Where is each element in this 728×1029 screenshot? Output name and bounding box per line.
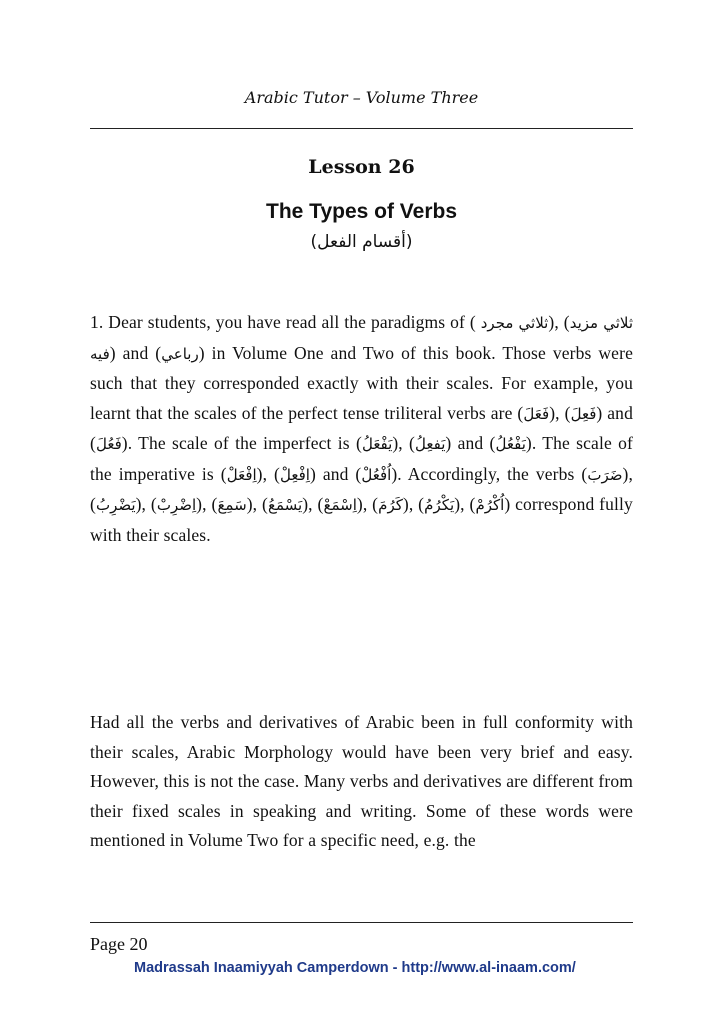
arabic-term: اُكْرُمْ — [475, 496, 505, 514]
text: ) and ( — [445, 433, 496, 453]
text: ), ( — [356, 494, 379, 514]
arabic-term: ثلاثي مزيد فيه — [90, 314, 634, 363]
arabic-term: اُفْعُلْ — [361, 465, 392, 484]
footer-rule — [90, 922, 633, 923]
text: ) correspond fully with their scales. — [90, 494, 633, 545]
section-title: The Types of Verbs — [266, 200, 457, 223]
text: ), ( — [256, 463, 281, 484]
text: ), ( — [196, 494, 218, 514]
arabic-term: ضَرَبَ — [587, 465, 623, 484]
arabic-term: يَفْعَلُ — [361, 435, 393, 453]
text: ) in Volume One and Two of this book. Those verbs were such that they corresponded exactly with their scales. For example, you learnt that the scales of the perfect tense triliteral verbs are ( — [90, 342, 633, 423]
arabic-term: اِفْعِلْ — [280, 465, 310, 484]
lesson-title: Lesson 26 — [308, 156, 415, 178]
text: ) and ( — [309, 463, 362, 484]
text: ), ( — [454, 494, 476, 514]
text: 1. Dear students, you have read all the paradigms of ( — [90, 312, 481, 332]
text: ), ( — [392, 433, 416, 453]
text: ). Accordingly, the verbs ( — [391, 463, 588, 484]
paragraph-2 — [90, 708, 633, 856]
text: ). The scale of the imperative is ( — [90, 433, 633, 484]
arabic-term: اِسْمَعْ — [323, 496, 357, 514]
arabic-term: يَضْرِبُ — [95, 496, 136, 514]
arabic-term: يَفعِلُ — [415, 435, 446, 453]
text: ), ( — [90, 463, 633, 514]
arabic-term: يَفْعُلُ — [495, 435, 526, 453]
paragraph-1 — [90, 308, 633, 550]
text: ), ( — [302, 494, 324, 514]
text: ) and ( — [90, 402, 633, 453]
arabic-term: ثلاثي مجرد — [480, 314, 549, 332]
text: ), ( — [549, 402, 571, 423]
text: ) and ( — [109, 342, 162, 363]
text: ), ( — [402, 494, 425, 514]
arabic-term: فَعَلَ — [523, 404, 550, 423]
arabic-term: اِضْرِبْ — [156, 496, 197, 514]
text: ). The scale of the imperfect is ( — [121, 433, 362, 453]
text: ), ( — [135, 494, 157, 514]
arabic-term: يَسْمَعُ — [267, 496, 303, 514]
header-rule — [90, 128, 633, 129]
paragraph-2-text: Had all the verbs and derivatives of Arabic been in full conformity with their scales, Arabic Morphology would have been very brief and easy. However, this is not the case. Many verbs and derivatives are different from their fixed scales in speaking and writing. Some of these words were mentioned in Volume Two for a specific need, e.g. the — [90, 712, 633, 850]
arabic-term: سَمِعَ — [217, 496, 247, 514]
running-header: Arabic Tutor – Volume Three — [244, 88, 479, 107]
arabic-term: فَعُلَ — [95, 435, 122, 453]
page-number: Page 20 — [90, 934, 148, 954]
text: ), ( — [548, 312, 570, 332]
arabic-term: يَكْرُمُ — [424, 496, 455, 514]
arabic-section-title: (أقسام الفعل) — [310, 232, 413, 252]
arabic-term: اِفْعَلْ — [226, 465, 257, 484]
arabic-term: كَرُمَ — [378, 496, 403, 514]
arabic-term: فَعِلَ — [570, 404, 597, 423]
footer-website-link[interactable]: Madrassah Inaamiyyah Camperdown - http://www.al-inaam.com/ — [134, 960, 576, 976]
arabic-term: رباعي — [161, 344, 199, 363]
text: ), ( — [246, 494, 268, 514]
